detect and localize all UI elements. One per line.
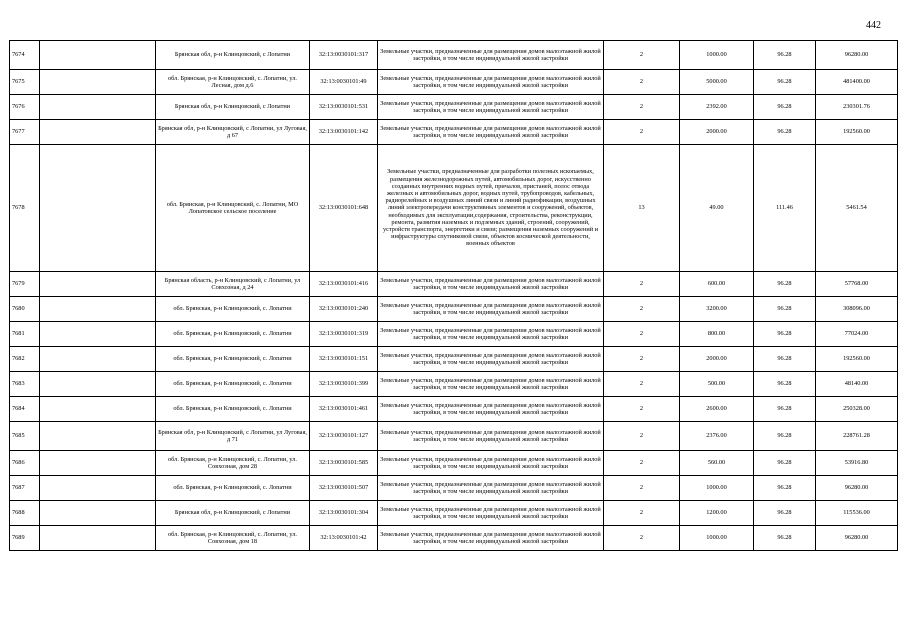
- cadastral-value-cell: 228761.28: [816, 422, 898, 451]
- permitted-use-cell: Земельные участки, предназначенные для размещения домов малоэтажной жилой застройки, в том числе индивидуальной жилой застройки: [378, 397, 604, 422]
- table-row: [10, 145, 898, 272]
- address-cell: обл. Брянская, р-н Клинцовский, с. Лопатни, ул. Лесная, дом д.6: [156, 70, 310, 95]
- permitted-use-cell: Земельные участки, предназначенные для размещения домов малоэтажной жилой застройки, в том числе индивидуальной жилой застройки: [378, 41, 604, 70]
- area-cell: 2376.00: [680, 422, 754, 451]
- area-cell: 2000.00: [680, 120, 754, 145]
- address-cell: Брянская обл, р-н Клинцовский, с Лопатни: [156, 41, 310, 70]
- permitted-use-cell: Земельные участки, предназначенные для размещения домов малоэтажной жилой застройки, в том числе индивидуальной жилой застройки: [378, 422, 604, 451]
- category-cell: 2: [604, 422, 680, 451]
- area-cell: 500.00: [680, 372, 754, 397]
- permitted-use-cell: Земельные участки, предназначенные для разработки полезных ископаемых, размещения железнодорожных путей, автомобильных дорог, искусственно созданных внутренних водных путей, причалов, пристаней, полос отвода железных и автомобильных дорог, водных путей, трубопроводов, кабельных, радиорелейных и воздушных линий связи и линий радиофикации, воздушных линий электропередачи конструктивных элементов и сооружений, объектов, необходимых для эксплуатации,содержания, строительства, реконструкции, ремонта, развития наземных и подземных зданий, строений, сооружений, устройств транспорта, энергетики и связи; размещения наземных сооружений и инфраструктуры спутниковой связи, объектов космической деятельности, военных объектов: [378, 145, 604, 272]
- cadastral-value-cell: 230301.76: [816, 95, 898, 120]
- cadastral-value-cell: 192560.00: [816, 347, 898, 372]
- category-cell: 2: [604, 451, 680, 476]
- cadastral-number-cell: 32:13:0030101:461: [310, 397, 378, 422]
- blank-cell: [40, 322, 156, 347]
- table-row: [10, 120, 898, 145]
- blank-cell: [40, 297, 156, 322]
- row-number: 7674: [10, 41, 40, 70]
- rate-cell: 96.28: [754, 70, 816, 95]
- cadastral-number-cell: 32:13:0030101:151: [310, 347, 378, 372]
- rate-cell: 96.28: [754, 501, 816, 526]
- blank-cell: [40, 347, 156, 372]
- cadastral-number-cell: 32:13:0030101:319: [310, 322, 378, 347]
- rate-cell: 111.46: [754, 145, 816, 272]
- cadastral-number-cell: 32:13:0030101:399: [310, 372, 378, 397]
- table-row: [10, 501, 898, 526]
- table-row: [10, 41, 898, 70]
- table-row: [10, 297, 898, 322]
- rate-cell: 96.28: [754, 322, 816, 347]
- category-cell: 2: [604, 526, 680, 551]
- area-cell: 2600.00: [680, 397, 754, 422]
- cadastral-value-table: [9, 40, 898, 551]
- category-cell: 2: [604, 347, 680, 372]
- row-number: 7677: [10, 120, 40, 145]
- cadastral-number-cell: 32:13:0030101:142: [310, 120, 378, 145]
- blank-cell: [40, 120, 156, 145]
- rate-cell: 96.28: [754, 41, 816, 70]
- cadastral-value-cell: 57768.00: [816, 272, 898, 297]
- row-number: 7682: [10, 347, 40, 372]
- table-row: [10, 397, 898, 422]
- cadastral-value-cell: 115536.00: [816, 501, 898, 526]
- cadastral-number-cell: 32:13:0030101:240: [310, 297, 378, 322]
- category-cell: 2: [604, 501, 680, 526]
- category-cell: 2: [604, 297, 680, 322]
- address-cell: обл. Брянская, р-н Клинцовский, с. Лопатни: [156, 297, 310, 322]
- address-cell: обл. Брянская, р-н Клинцовский, с. Лопатни: [156, 322, 310, 347]
- permitted-use-cell: Земельные участки, предназначенные для размещения домов малоэтажной жилой застройки, в том числе индивидуальной жилой застройки: [378, 501, 604, 526]
- blank-cell: [40, 397, 156, 422]
- address-cell: Брянская обл, р-н Клинцовский, с Лопатни, ул Луговая, д 71: [156, 422, 310, 451]
- address-cell: обл. Брянская, р-н Клинцовский, с. Лопатни: [156, 372, 310, 397]
- permitted-use-cell: Земельные участки, предназначенные для размещения домов малоэтажной жилой застройки, в том числе индивидуальной жилой застройки: [378, 451, 604, 476]
- address-cell: обл. Брянская, р-н Клинцовский, с. Лопатни, ул. Совхозная, дом 18: [156, 526, 310, 551]
- category-cell: 2: [604, 372, 680, 397]
- blank-cell: [40, 372, 156, 397]
- cadastral-value-cell: 96280.00: [816, 476, 898, 501]
- row-number: 7687: [10, 476, 40, 501]
- area-cell: 3200.00: [680, 297, 754, 322]
- blank-cell: [40, 476, 156, 501]
- table-row: [10, 476, 898, 501]
- cadastral-number-cell: 32:13:0030101:49: [310, 70, 378, 95]
- area-cell: 1000.00: [680, 526, 754, 551]
- address-cell: обл. Брянская, р-н Клинцовский, с. Лопатни: [156, 347, 310, 372]
- rate-cell: 96.28: [754, 451, 816, 476]
- rate-cell: 96.28: [754, 120, 816, 145]
- row-number: 7684: [10, 397, 40, 422]
- category-cell: 2: [604, 70, 680, 95]
- blank-cell: [40, 272, 156, 297]
- table-row: [10, 526, 898, 551]
- table-body: [10, 41, 898, 551]
- cadastral-value-cell: 308096.00: [816, 297, 898, 322]
- cadastral-number-cell: 32:13:0030101:416: [310, 272, 378, 297]
- area-cell: 1000.00: [680, 476, 754, 501]
- address-cell: Брянская обл, р-н Клинцовский, с Лопатни: [156, 501, 310, 526]
- cadastral-value-cell: 5461.54: [816, 145, 898, 272]
- blank-cell: [40, 41, 156, 70]
- permitted-use-cell: Земельные участки, предназначенные для размещения домов малоэтажной жилой застройки, в том числе индивидуальной жилой застройки: [378, 322, 604, 347]
- category-cell: 2: [604, 41, 680, 70]
- table-row: [10, 347, 898, 372]
- permitted-use-cell: Земельные участки, предназначенные для размещения домов малоэтажной жилой застройки, в том числе индивидуальной жилой застройки: [378, 70, 604, 95]
- address-cell: обл. Брянская, р-н Клинцовский, с. Лопатни: [156, 476, 310, 501]
- table-row: [10, 70, 898, 95]
- address-cell: обл. Брянская, р-н Клинцовский, с. Лопатни: [156, 397, 310, 422]
- cadastral-value-cell: 96280.00: [816, 526, 898, 551]
- category-cell: 2: [604, 272, 680, 297]
- address-cell: Брянская область, р-н Клинцовский, с Лопатни, ул Совхозная, д 24: [156, 272, 310, 297]
- area-cell: 49.00: [680, 145, 754, 272]
- area-cell: 1200.00: [680, 501, 754, 526]
- category-cell: 13: [604, 145, 680, 272]
- rate-cell: 96.28: [754, 95, 816, 120]
- blank-cell: [40, 70, 156, 95]
- rate-cell: 96.28: [754, 347, 816, 372]
- cadastral-value-cell: 77024.00: [816, 322, 898, 347]
- rate-cell: 96.28: [754, 526, 816, 551]
- permitted-use-cell: Земельные участки, предназначенные для размещения домов малоэтажной жилой застройки, в том числе индивидуальной жилой застройки: [378, 297, 604, 322]
- row-number: 7680: [10, 297, 40, 322]
- address-cell: Брянская обл, р-н Клинцовский, с Лопатни: [156, 95, 310, 120]
- row-number: 7688: [10, 501, 40, 526]
- row-number: 7689: [10, 526, 40, 551]
- cadastral-number-cell: 32:13:0030101:127: [310, 422, 378, 451]
- area-cell: 600.00: [680, 272, 754, 297]
- row-number: 7679: [10, 272, 40, 297]
- cadastral-number-cell: 32:13:0030101:531: [310, 95, 378, 120]
- blank-cell: [40, 145, 156, 272]
- blank-cell: [40, 95, 156, 120]
- blank-cell: [40, 501, 156, 526]
- permitted-use-cell: Земельные участки, предназначенные для размещения домов малоэтажной жилой застройки, в том числе индивидуальной жилой застройки: [378, 476, 604, 501]
- table-row: [10, 95, 898, 120]
- area-cell: 800.00: [680, 322, 754, 347]
- category-cell: 2: [604, 322, 680, 347]
- category-cell: 2: [604, 397, 680, 422]
- cadastral-value-cell: 96280.00: [816, 41, 898, 70]
- cadastral-value-cell: 250328.00: [816, 397, 898, 422]
- category-cell: 2: [604, 120, 680, 145]
- cadastral-number-cell: 32:13:0030101:317: [310, 41, 378, 70]
- blank-cell: [40, 422, 156, 451]
- rate-cell: 96.28: [754, 297, 816, 322]
- row-number: 7685: [10, 422, 40, 451]
- table-row: [10, 422, 898, 451]
- cadastral-number-cell: 32:13:0030101:585: [310, 451, 378, 476]
- blank-cell: [40, 526, 156, 551]
- row-number: 7681: [10, 322, 40, 347]
- address-cell: Брянская обл, р-н Клинцовский, с Лопатни, ул Луговая, д 67: [156, 120, 310, 145]
- cadastral-number-cell: 32:13:0030101:42: [310, 526, 378, 551]
- rate-cell: 96.28: [754, 272, 816, 297]
- cadastral-number-cell: 32:13:0030101:507: [310, 476, 378, 501]
- rate-cell: 96.28: [754, 397, 816, 422]
- row-number: 7683: [10, 372, 40, 397]
- rate-cell: 96.28: [754, 422, 816, 451]
- page-number: 442: [866, 20, 881, 31]
- cadastral-value-cell: 53916.80: [816, 451, 898, 476]
- permitted-use-cell: Земельные участки, предназначенные для размещения домов малоэтажной жилой застройки, в том числе индивидуальной жилой застройки: [378, 95, 604, 120]
- cadastral-number-cell: 32:13:0030101:304: [310, 501, 378, 526]
- area-cell: 1000.00: [680, 41, 754, 70]
- rate-cell: 96.28: [754, 476, 816, 501]
- row-number: 7675: [10, 70, 40, 95]
- table-row: [10, 272, 898, 297]
- permitted-use-cell: Земельные участки, предназначенные для размещения домов малоэтажной жилой застройки, в том числе индивидуальной жилой застройки: [378, 372, 604, 397]
- area-cell: 560.00: [680, 451, 754, 476]
- table-row: [10, 451, 898, 476]
- table-row: [10, 372, 898, 397]
- permitted-use-cell: Земельные участки, предназначенные для размещения домов малоэтажной жилой застройки, в том числе индивидуальной жилой застройки: [378, 347, 604, 372]
- rate-cell: 96.28: [754, 372, 816, 397]
- cadastral-number-cell: 32:13:0030101:648: [310, 145, 378, 272]
- cadastral-value-cell: 481400.00: [816, 70, 898, 95]
- row-number: 7676: [10, 95, 40, 120]
- permitted-use-cell: Земельные участки, предназначенные для размещения домов малоэтажной жилой застройки, в том числе индивидуальной жилой застройки: [378, 120, 604, 145]
- blank-cell: [40, 451, 156, 476]
- area-cell: 2392.00: [680, 95, 754, 120]
- category-cell: 2: [604, 95, 680, 120]
- permitted-use-cell: Земельные участки, предназначенные для размещения домов малоэтажной жилой застройки, в том числе индивидуальной жилой застройки: [378, 526, 604, 551]
- table-row: [10, 322, 898, 347]
- permitted-use-cell: Земельные участки, предназначенные для размещения домов малоэтажной жилой застройки, в том числе индивидуальной жилой застройки: [378, 272, 604, 297]
- address-cell: обл. Брянская, р-н Клинцовский, с. Лопатни, МО Лопатовское сельское поселение: [156, 145, 310, 272]
- cadastral-value-cell: 192560.00: [816, 120, 898, 145]
- area-cell: 5000.00: [680, 70, 754, 95]
- cadastral-value-cell: 48140.00: [816, 372, 898, 397]
- address-cell: обл. Брянская, р-н Клинцовский, с. Лопатни, ул. Совхозная, дом 28: [156, 451, 310, 476]
- row-number: 7678: [10, 145, 40, 272]
- category-cell: 2: [604, 476, 680, 501]
- row-number: 7686: [10, 451, 40, 476]
- area-cell: 2000.00: [680, 347, 754, 372]
